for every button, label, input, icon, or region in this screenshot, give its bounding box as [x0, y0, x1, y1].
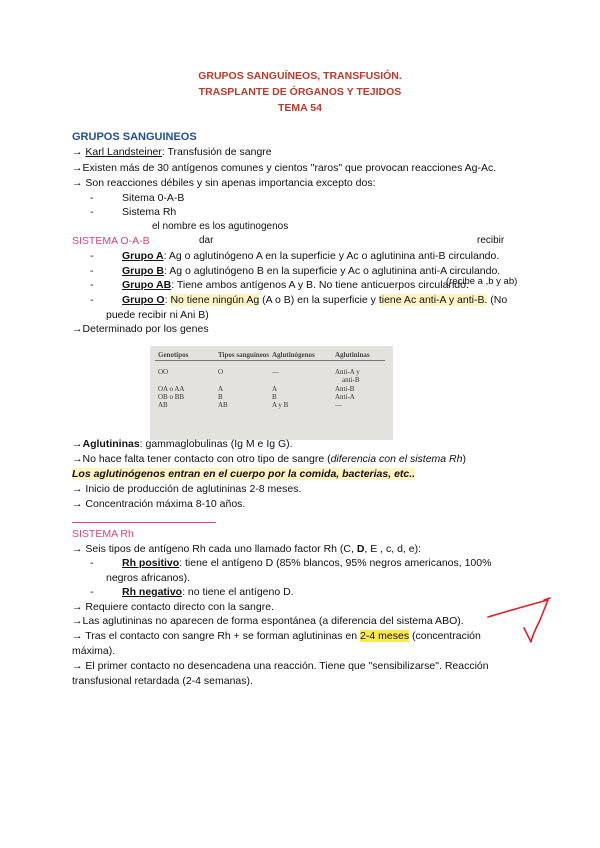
contacto-text: →No hace falta tener contacto con otro tipo de sangre ( — [72, 453, 331, 465]
tras-contacto-text: → Tras el contacto con sangre Rh + se forman aglutininas en — [72, 630, 361, 642]
tras-contacto-end: (concentración — [409, 630, 481, 642]
bullet-dash: - — [90, 250, 94, 262]
table-cell: B — [218, 393, 223, 401]
note-recibe-ab: (recibe a ,b y ab) — [446, 276, 518, 287]
primer-contacto-continuation: transfusional retardada (2-4 semanas). — [72, 675, 253, 687]
table-cell: A y B — [272, 401, 289, 409]
table-cell: A — [272, 385, 278, 393]
table-header-tipos: Tipos sanguíneos — [218, 351, 270, 359]
table-cell: anti-B — [342, 376, 360, 384]
table-cell: AB — [158, 401, 168, 409]
grupo-o-continuation: puede recibir ni Ani B) — [106, 309, 209, 321]
table-cell: — — [335, 401, 342, 409]
grupo-o-end: (No — [487, 294, 508, 306]
reacciones-line: → Son reacciones débiles y sin apenas importancia excepto dos: — [72, 177, 376, 189]
grupo-o-label: Grupo O — [122, 294, 165, 306]
tras-contacto-highlight: 2-4 meses — [360, 630, 410, 642]
bullet-dash: - — [90, 192, 94, 204]
grupo-o-highlight-2: tiene Ac anti-A y anti-B. — [378, 294, 488, 306]
table-cell: Anti-A y — [335, 368, 360, 376]
grupo-ab-label: Grupo AB — [122, 279, 172, 291]
note-recibir: recibir — [477, 235, 505, 246]
contacto-close: ) — [462, 453, 466, 465]
landsteiner-rest: : Transfusión de sangre — [161, 146, 272, 158]
rh-negativo-text: : no tiene el antígeno D. — [182, 586, 294, 598]
aglutinogenos-entran-line: Los aglutinógenos entran en el cuerpo por la comida, bacterias, etc.. — [72, 468, 416, 480]
bullet-dash: - — [90, 265, 94, 277]
grupo-b-label: Grupo B — [122, 265, 164, 277]
table-cell: OO — [158, 368, 169, 376]
bullet-dash: - — [90, 586, 94, 598]
note-dar: dar — [199, 235, 214, 246]
arrow: → — [72, 438, 83, 450]
grupo-a-label: Grupo A — [122, 250, 164, 262]
table-cell: Anti-B — [335, 385, 355, 393]
note-agutinogenos: el nombre es los agutinogenos — [152, 221, 289, 232]
bullet-dash: - — [90, 294, 94, 306]
pen-stroke-tip — [544, 598, 550, 600]
table-cell: — — [272, 368, 279, 376]
genes-line: →Determinado por los genes — [72, 323, 209, 335]
grupo-o-mid: (A o B) en la superficie y — [259, 294, 379, 306]
bullet-dash: - — [90, 557, 94, 569]
table-cell: OB o BB — [158, 393, 185, 401]
grupo-ab-text: : Tiene ambos antígenos A y B. No tiene anticuerpos circulando. — [171, 279, 469, 291]
espontanea-line: →Las aglutininas no aparecen de forma espontánea (a diferencia del sistema ABO). — [72, 615, 464, 627]
grupo-b-text: : Ag o aglutinógeno B en la superficie y Ac o aglutinina anti-A circulando. — [164, 265, 501, 277]
table-cell: A — [218, 385, 224, 393]
table-header-aglutinogenos: Aglutinógenos — [272, 351, 315, 359]
arrow: → — [72, 146, 86, 158]
rh-positivo-label: Rh positivo — [122, 557, 180, 569]
antigenos-line: →Existen más de 30 antígenos comunes y cientos "raros" que provocan reacciones Ag-Ac. — [72, 162, 497, 174]
tipos-rh-text: → Seis tipos de antígeno Rh cada uno llamado factor Rh (C, — [72, 543, 357, 555]
aglutininas-term: Aglutininas — [82, 438, 140, 450]
section-heading-rh: SISTEMA Rh — [72, 528, 134, 540]
primer-contacto-line: → El primer contacto no desencadena una reacción. Tiene que "sensibilizarse". Reacción — [72, 660, 489, 672]
table-header-genotipos: Genotipos — [158, 351, 189, 359]
tipos-rh-end: , E , c, d, e): — [364, 543, 422, 555]
section-heading-oab: SISTEMA O-A-B — [72, 235, 150, 247]
section-heading-grupos: GRUPOS SANGUINEOS — [72, 131, 197, 143]
title-line-3: TEMA 54 — [278, 102, 322, 114]
landsteiner-name: Karl Landsteiner — [85, 146, 162, 158]
table-cell: O — [218, 368, 224, 376]
table-cell: AB — [218, 401, 228, 409]
title-line-1: GRUPOS SANGUÍNEOS, TRANSFUSIÓN. — [198, 70, 402, 82]
bullet-text: Sitema 0-A-B — [122, 192, 185, 204]
grupo-a-text: : Ag o aglutinógeno A en la superficie y Ac o aglutinina anti-B circulando. — [163, 250, 500, 262]
requiere-contacto-line: → Requiere contacto directo con la sangre. — [72, 601, 274, 613]
table-header-aglutininas: Aglutininas — [335, 351, 370, 359]
inicio-produccion-line: → Inicio de producción de aglutininas 2-8 meses. — [72, 483, 302, 495]
contacto-italic: diferencia con el sistema Rh — [330, 453, 463, 465]
table-cell: B — [272, 393, 277, 401]
rh-negativo-label: Rh negativo — [122, 586, 183, 598]
tras-contacto-continuation: máxima). — [72, 645, 116, 657]
grupo-o-highlight-1: No tiene ningún Ag — [170, 294, 260, 306]
table-cell: OA o AA — [158, 385, 185, 393]
bullet-dash: - — [90, 206, 94, 218]
aglutininas-rest: : gammaglobulinas (Ig M e Ig G). — [139, 438, 293, 450]
rh-positivo-text: : tiene el antígeno D (85% blancos, 95% negros americanos, 100% — [179, 557, 492, 569]
table-cell: Anti-A — [335, 393, 355, 401]
grupo-o-colon: : — [164, 294, 171, 306]
title-line-2: TRASPLANTE DE ÓRGANOS Y TEJIDOS — [198, 86, 402, 98]
rh-positivo-continuation: negros africanos). — [106, 572, 191, 584]
bullet-text: Sistema Rh — [122, 206, 177, 218]
antigen-d: D — [356, 543, 365, 555]
concentracion-line: → Concentración máxima 8-10 años. — [72, 498, 246, 510]
bullet-dash: - — [90, 279, 94, 291]
pen-stroke — [488, 600, 548, 642]
